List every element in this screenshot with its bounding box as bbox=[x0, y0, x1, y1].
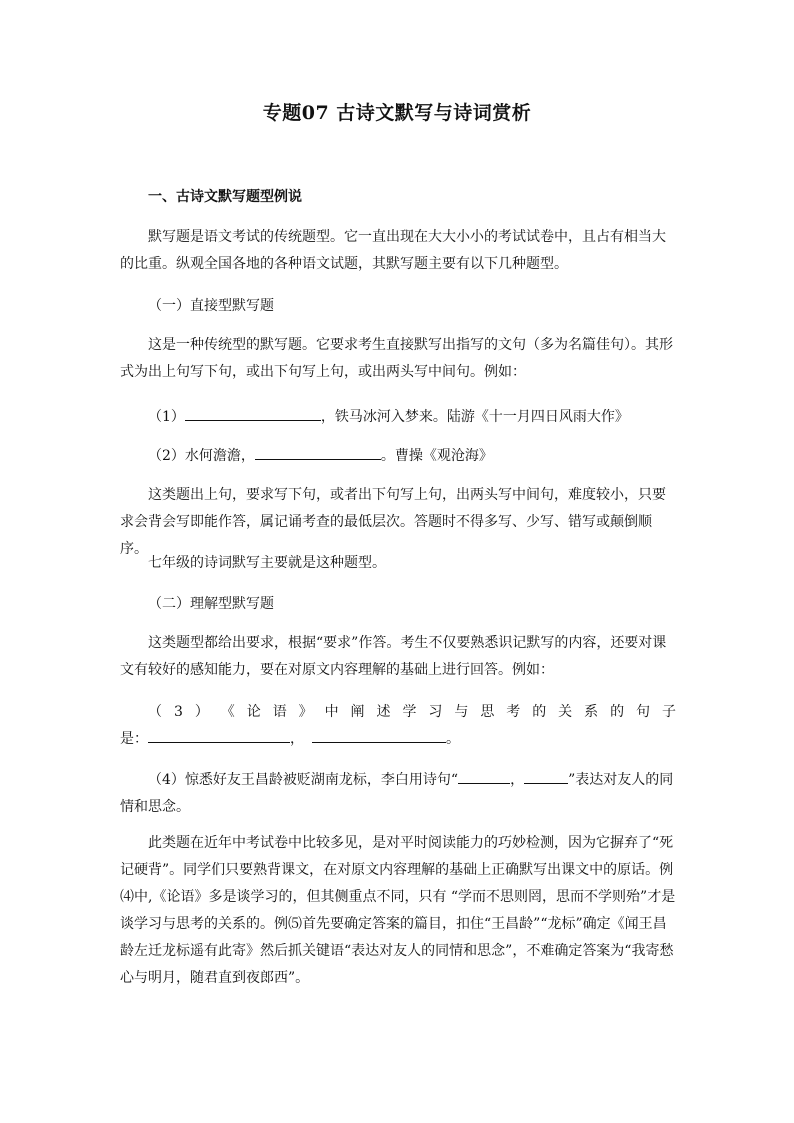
example-3-char: 句 bbox=[636, 704, 651, 720]
example-3-char: 与 bbox=[454, 704, 469, 720]
example-3-char: 子 bbox=[661, 704, 676, 720]
example-3-char: 考 bbox=[506, 704, 521, 720]
example-3-separator: ， bbox=[290, 731, 304, 747]
section-heading: 一、古诗文默写题型例说 bbox=[148, 189, 302, 205]
example-3-line-2 bbox=[120, 726, 676, 753]
direct-type-paragraph: 这是一种传统型的默写题。它要求考生直接默写出指写的文句（多为名篇佳句）。其形式为出上句写下句，或出下句写上句，或出两头写中间句。例如： bbox=[120, 337, 673, 380]
example-3-prefix: 是： bbox=[120, 731, 148, 747]
example-3-char: 习 bbox=[428, 704, 443, 720]
example-3 bbox=[120, 699, 676, 753]
subsection-heading-direct: （一）直接型默写题 bbox=[148, 298, 274, 314]
direct-type-note: 这类题出上句，要求写下句，或者出下句写上句，出两头写中间句，难度较小，只要求会背会写即能作答，属记诵考查的最低层次。答题时不得多写、少写、错写或颠倒顺序。 bbox=[120, 487, 666, 557]
example-3-line-1 bbox=[120, 699, 676, 726]
answer-blank[interactable] bbox=[312, 726, 446, 743]
example-3-end: 。 bbox=[446, 731, 460, 747]
example-3-char: 中 bbox=[324, 704, 339, 720]
example-3-char: 学 bbox=[402, 704, 417, 720]
example-3-char: 的 bbox=[532, 704, 547, 720]
example-2-suffix: 。曹操《观沧海》 bbox=[380, 448, 493, 464]
example-2 bbox=[148, 443, 493, 466]
analysis-paragraph: 此类题在近年中考试卷中比较多见，是对平时阅读能力的巧妙检测，因为它摒弃了“死记硬背”。同学们只要熟背课文，在对原文内容理解的基础上正确默写出课文中的原话。例⑷中,《论语》多是谈学习的，但其侧重点不同，只有 “学而不思则罔，思而不学则殆”才是谈学习与思考的关系的。例⑸首先要确定答案的篇目，扣住“王昌龄”“龙标”确定《闻王昌龄左迁龙标遥有此寄》然后抓关键语“表达对友人的同情和思念”，不难确定答案为“我寄愁心与明月，随君直到夜郎西”。 bbox=[120, 835, 676, 986]
answer-blank[interactable] bbox=[458, 767, 510, 784]
example-3-char: ） bbox=[194, 704, 209, 720]
example-3-char: 阐 bbox=[350, 704, 365, 720]
answer-blank[interactable] bbox=[185, 404, 321, 421]
answer-blank[interactable] bbox=[148, 726, 290, 743]
example-3-char: 思 bbox=[480, 704, 495, 720]
example-4 bbox=[120, 767, 676, 821]
example-1 bbox=[148, 404, 629, 427]
grade7-note: 七年级的诗词默写主要就是这种题型。 bbox=[148, 555, 386, 571]
example-3-char: 《 bbox=[220, 704, 235, 720]
answer-blank[interactable] bbox=[524, 767, 568, 784]
example-3-char: 述 bbox=[376, 704, 391, 720]
example-3-char: 系 bbox=[584, 704, 599, 720]
subsection-heading-comprehension: （二）理解型默写题 bbox=[148, 596, 274, 612]
example-3-char: 的 bbox=[610, 704, 625, 720]
example-3-char: （ bbox=[148, 704, 162, 720]
example-3-char: 语 bbox=[272, 704, 287, 720]
example-1-prefix: （1） bbox=[148, 409, 185, 425]
example-3-char: 》 bbox=[298, 704, 313, 720]
example-3-char: 3 bbox=[173, 704, 183, 720]
answer-blank[interactable] bbox=[255, 443, 381, 460]
example-3-char: 关 bbox=[558, 704, 573, 720]
example-2-prefix: （2）水何澹澹， bbox=[148, 448, 255, 464]
example-4-text-b: ”表达对友人的同情和思念。 bbox=[120, 772, 674, 815]
page-title: 专题07 古诗文默写与诗词赏析 bbox=[262, 102, 532, 124]
example-4-separator: ， bbox=[510, 772, 525, 788]
example-1-suffix: ，铁马冰河入梦来。陆游《十一月四日风雨大作》 bbox=[320, 409, 629, 425]
comprehension-type-paragraph: 这类题型都给出要求，根据“要求”作答。考生不仅要熟悉识记默写的内容，还要对课文有较好的感知能力，要在对原文内容理解的基础上进行回答。例如： bbox=[120, 635, 667, 678]
example-4-text-a: （4）惊悉好友王昌龄被贬湖南龙标，李白用诗句“ bbox=[148, 772, 459, 788]
intro-paragraph: 默写题是语文考试的传统题型。它一直出现在大大小小的考试试卷中，且占有相当大的比重。纵观全国各地的各种语文试题，其默写题主要有以下几种题型。 bbox=[120, 229, 666, 272]
example-3-char: 论 bbox=[246, 704, 261, 720]
